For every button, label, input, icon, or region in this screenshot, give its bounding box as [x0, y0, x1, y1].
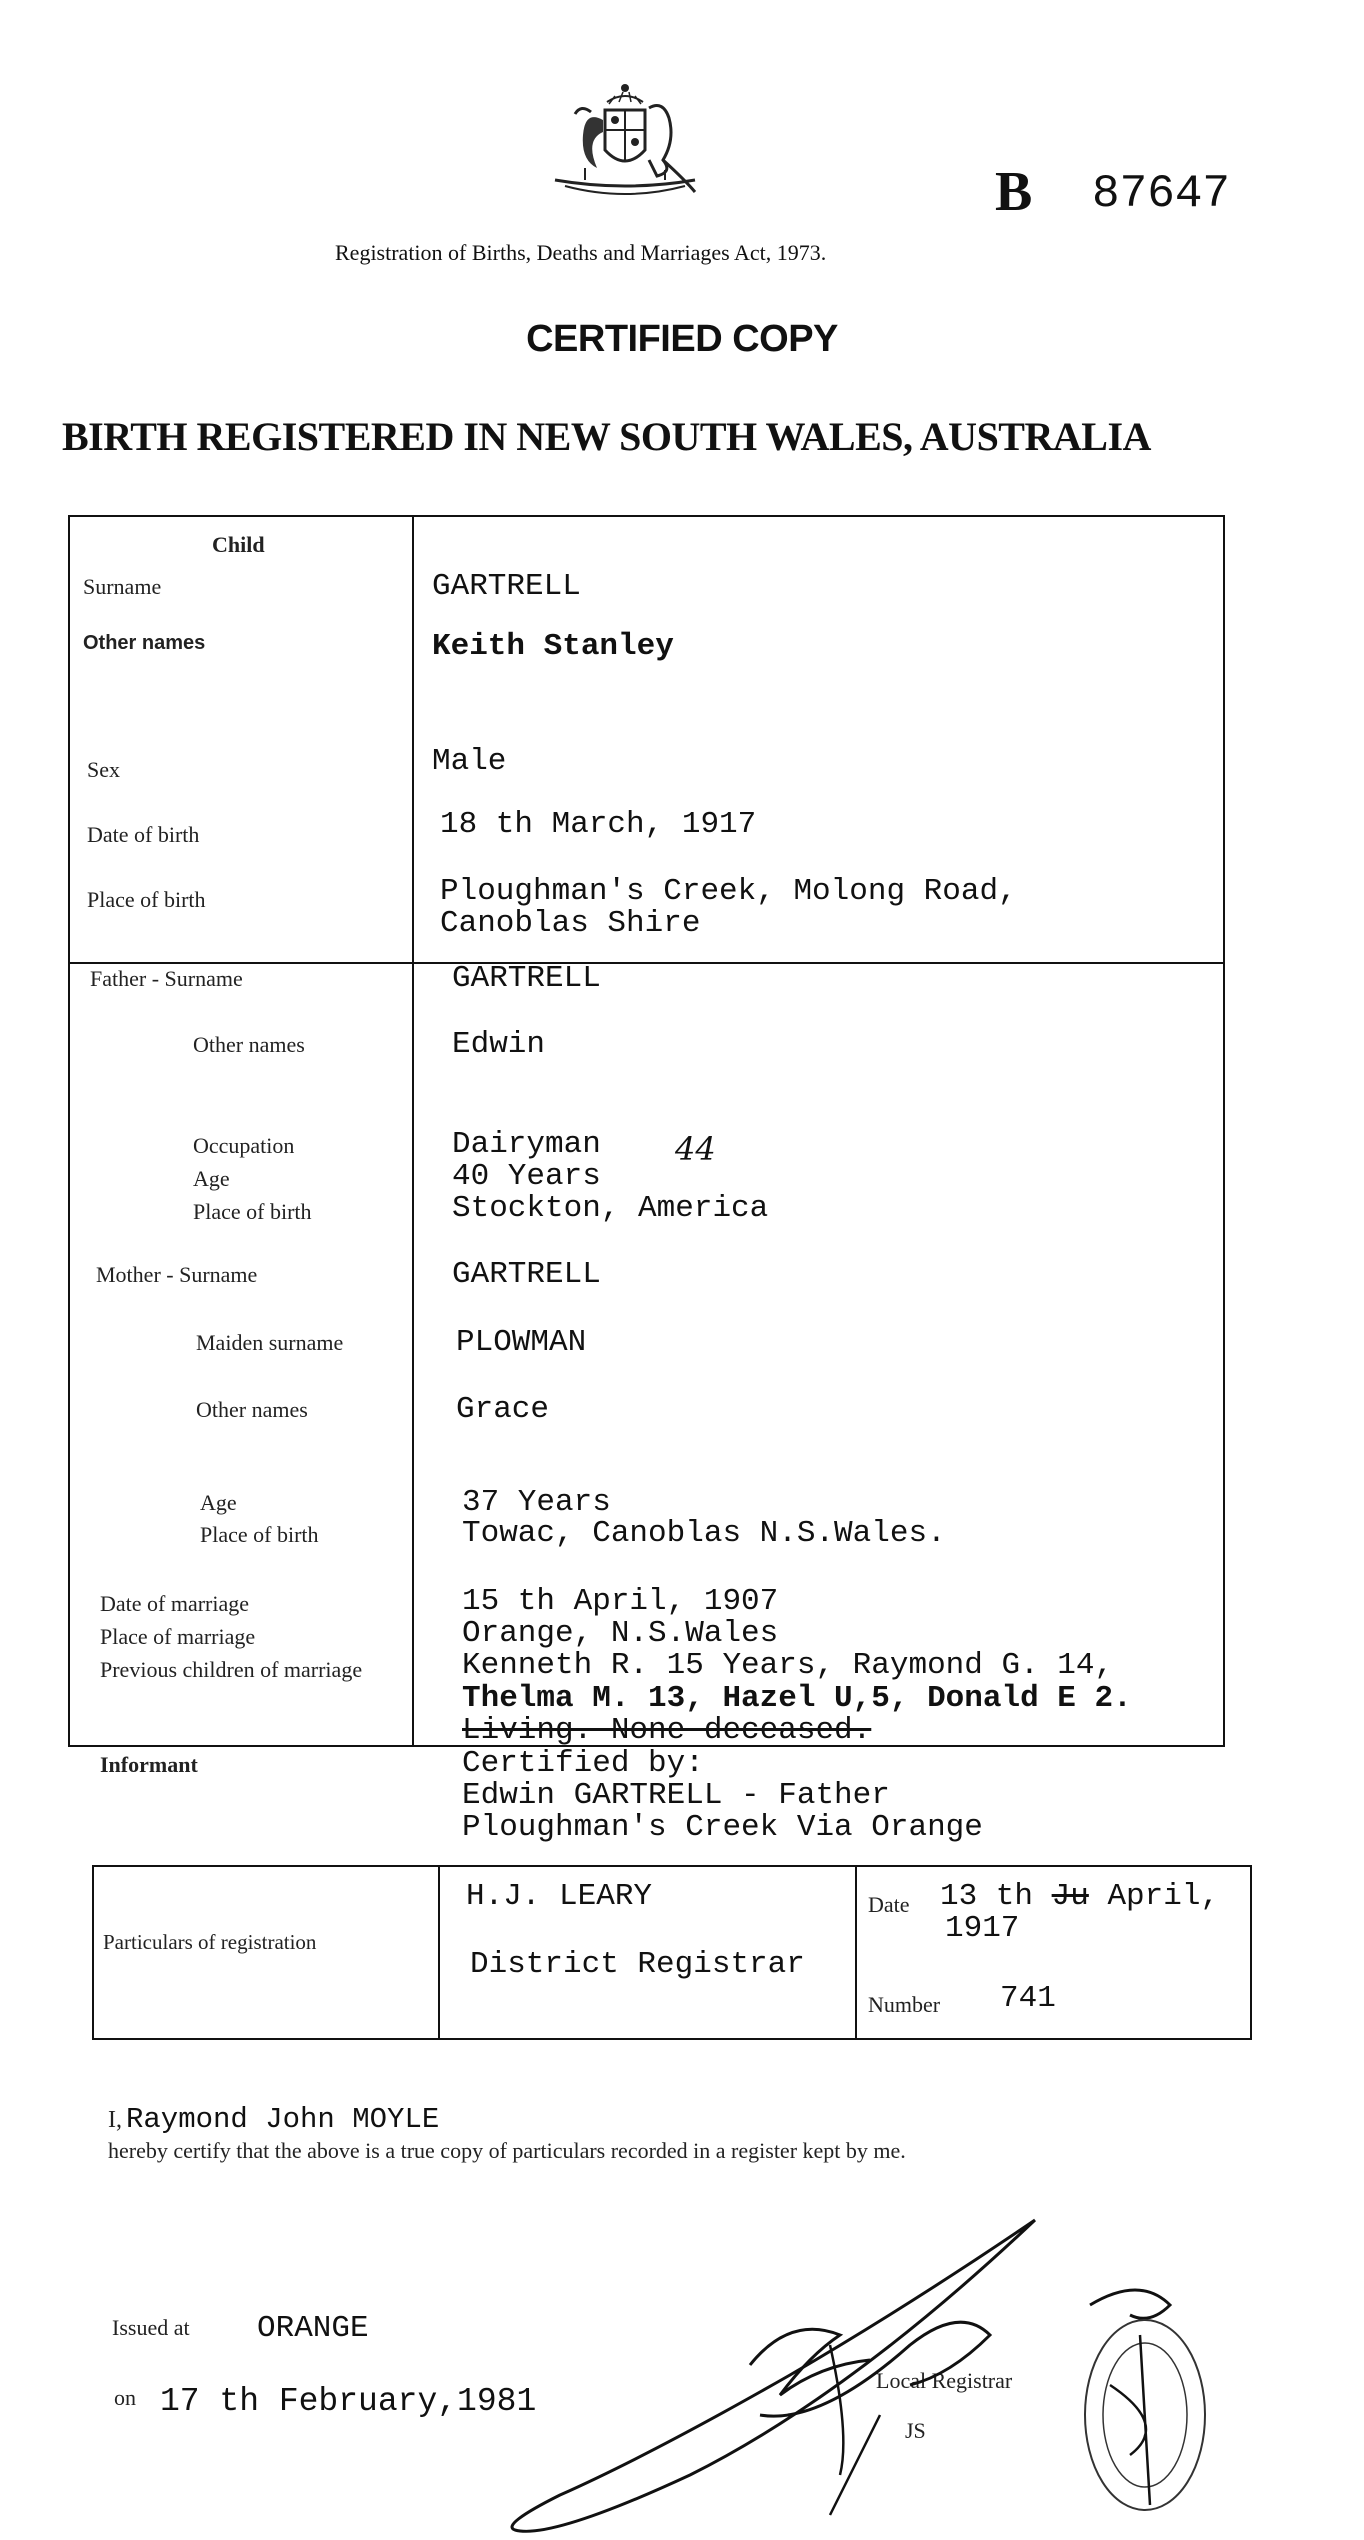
mother-other-names: Grace: [456, 1392, 550, 1427]
registration-date-struck: Ju: [1051, 1879, 1089, 1914]
mother-other-names-label: Other names: [196, 1397, 308, 1422]
registrar-signature-and-seal: [490, 2215, 1250, 2535]
document-subtitle: BIRTH REGISTERED IN NEW SOUTH WALES, AUSTRALIA: [62, 414, 1151, 459]
informant-line1: Certified by:: [462, 1746, 704, 1781]
certifier-line: [108, 2103, 439, 2136]
child-sex-label: Sex: [87, 757, 120, 782]
mother-maiden: PLOWMAN: [456, 1325, 587, 1360]
local-registrar-title: Local Registrar: [876, 2368, 1013, 2393]
child-surname: GARTRELL: [432, 569, 581, 604]
marriage-place: Orange, N.S.Wales: [462, 1616, 779, 1651]
registration-date-line1: [940, 1880, 1219, 1913]
act-reference: Registration of Births, Deaths and Marriages Act, 1973.: [335, 240, 827, 265]
mother-pob-label: Place of birth: [200, 1522, 319, 1547]
previous-children-label: Previous children of marriage: [100, 1657, 363, 1682]
marriage-date-label: Date of marriage: [100, 1591, 250, 1616]
previous-children-line2: Thelma M. 13, Hazel U,5, Donald E 2.: [462, 1681, 1132, 1716]
mother-surname: GARTRELL: [452, 1257, 601, 1292]
father-age-label: Age: [193, 1166, 230, 1191]
serial-letter: B: [995, 161, 1033, 223]
child-other-names: Keith Stanley: [432, 629, 674, 664]
marriage-place-label: Place of marriage: [100, 1624, 256, 1649]
previous-children-line3: Living. None deceased.: [462, 1713, 872, 1748]
father-occupation-label: Occupation: [193, 1133, 295, 1158]
mother-surname-label: Mother - Surname: [96, 1262, 258, 1287]
father-surname: GARTRELL: [452, 961, 601, 996]
child-heading: Child: [212, 532, 265, 557]
mother-age: 37 Years: [462, 1485, 611, 1520]
father-pob: Stockton, America: [452, 1191, 769, 1226]
child-surname-label: Surname: [83, 574, 162, 599]
child-pob-line1: Ploughman's Creek, Molong Road,: [440, 874, 1017, 909]
issued-on-label: on: [114, 2385, 136, 2410]
issued-at-place: ORANGE: [257, 2311, 369, 2346]
registration-label: Particulars of registration: [103, 1930, 317, 1954]
document-title: CERTIFIED COPY: [526, 318, 838, 360]
child-dob-label: Date of birth: [87, 822, 200, 847]
father-age: 40 Years: [452, 1159, 601, 1194]
registrar-initials: JS: [905, 2418, 926, 2443]
registration-date-year: 1917: [945, 1911, 1020, 1946]
issued-at-label: Issued at: [112, 2315, 190, 2340]
father-other-names: Edwin: [452, 1027, 546, 1062]
child-dob: 18 th March, 1917: [440, 807, 757, 842]
marriage-date: 15 th April, 1907: [462, 1584, 779, 1619]
certifier-name: Raymond John MOYLE: [126, 2103, 440, 2136]
registration-number: 741: [1000, 1981, 1056, 2016]
informant-label: Informant: [100, 1752, 198, 1777]
father-pob-label: Place of birth: [193, 1199, 312, 1224]
father-occupation: Dairyman: [452, 1127, 601, 1162]
registration-number-label: Number: [868, 1992, 941, 2017]
mother-pob: Towac, Canoblas N.S.Wales.: [462, 1516, 946, 1551]
previous-children-line1: Kenneth R. 15 Years, Raymond G. 14,: [462, 1648, 1114, 1683]
child-sex: Male: [432, 744, 507, 779]
registration-date-month: April,: [1107, 1879, 1220, 1914]
certification-statement: hereby certify that the above is a true copy of particulars recorded in a register kept by me.: [108, 2138, 906, 2163]
registration-date-label: Date: [868, 1892, 910, 1917]
child-pob-label: Place of birth: [87, 887, 206, 912]
child-other-names-label: Other names: [83, 632, 206, 654]
father-other-names-label: Other names: [193, 1032, 305, 1057]
child-pob-line2: Canoblas Shire: [440, 906, 701, 941]
informant-line2: Edwin GARTRELL - Father: [462, 1778, 890, 1813]
coat-of-arms-emblem: [545, 80, 705, 205]
registration-date-prefix: 13 th: [940, 1879, 1034, 1914]
father-age-handwritten-annotation: 44: [675, 1130, 716, 1168]
mother-maiden-label: Maiden surname: [196, 1330, 344, 1355]
father-surname-label: Father - Surname: [90, 966, 243, 991]
registrar-title: District Registrar: [470, 1947, 805, 1982]
registrar-name: H.J. LEARY: [466, 1879, 653, 1914]
serial-number: 87647: [1092, 168, 1231, 220]
issued-on-date: 17 th February,1981: [160, 2383, 537, 2420]
mother-age-label: Age: [200, 1490, 237, 1515]
informant-line3: Ploughman's Creek Via Orange: [462, 1810, 983, 1845]
certifier-prefix: I,: [108, 2107, 122, 2133]
